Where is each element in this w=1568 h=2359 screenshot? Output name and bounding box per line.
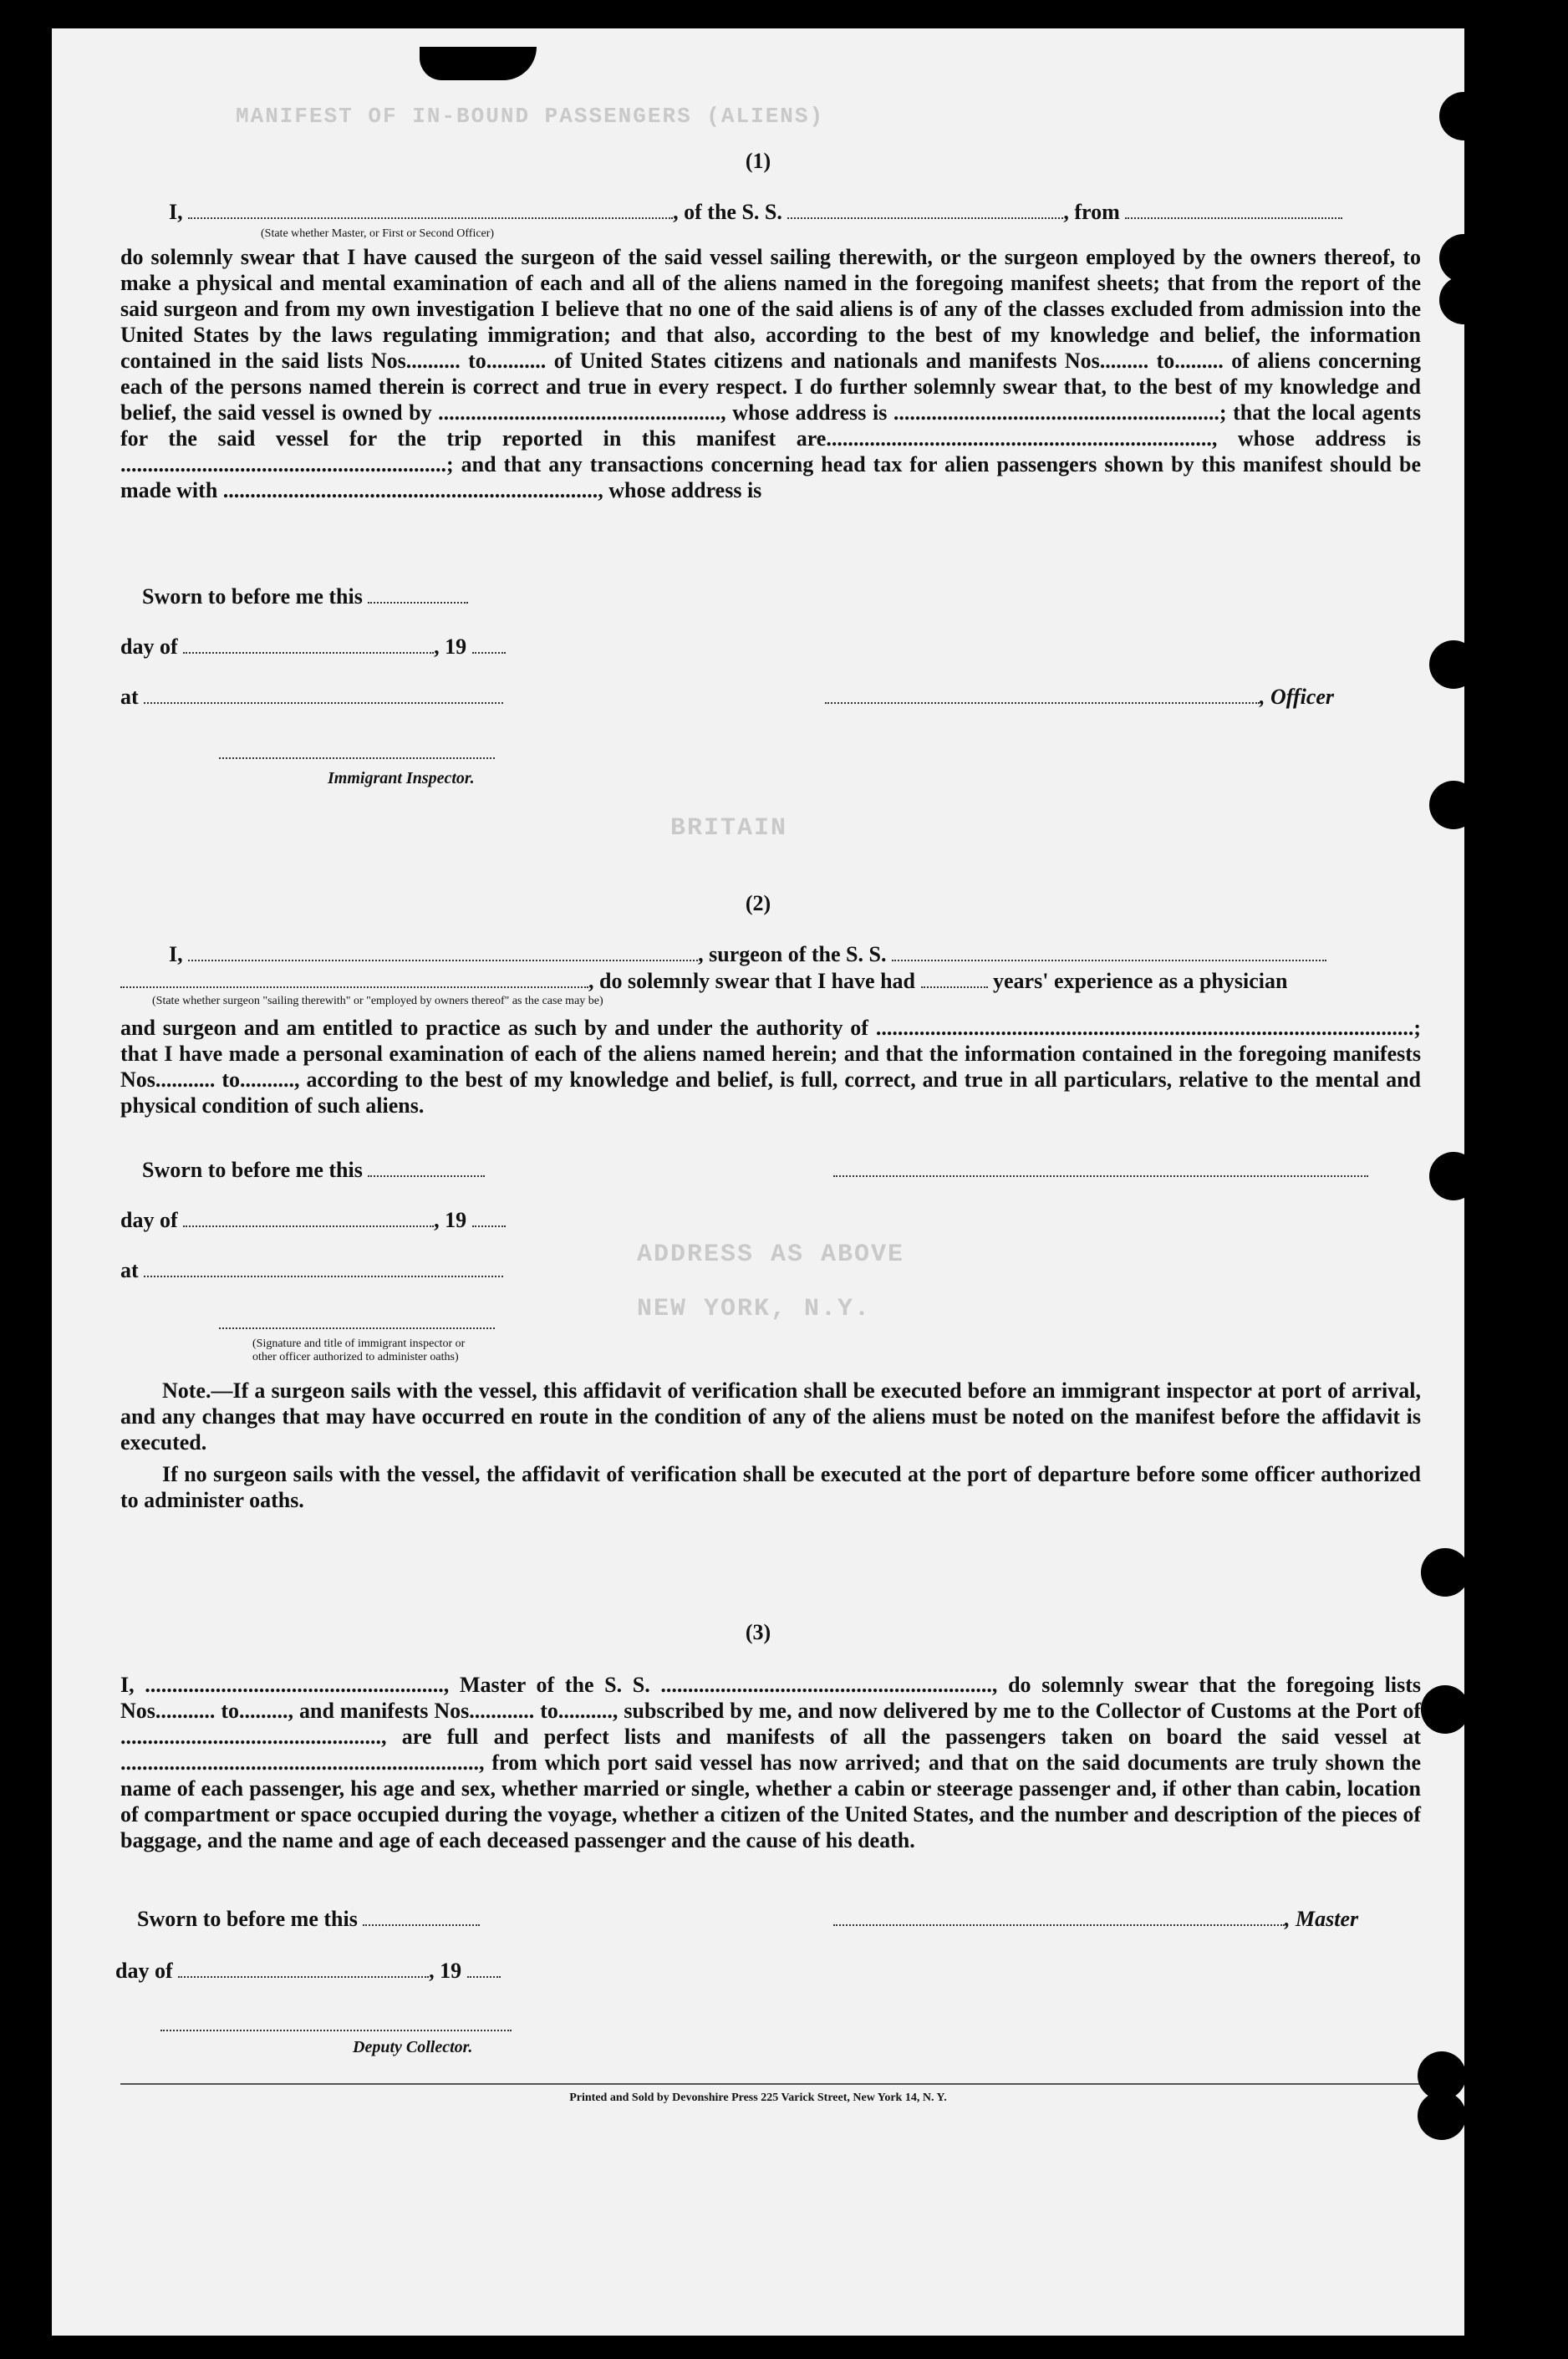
bleed-through-text: MANIFEST OF IN-BOUND PASSENGERS (ALIENS) [236,104,825,129]
day-of-field[interactable] [178,1958,429,1978]
inspector-signature-line [219,739,495,765]
sworn-date-field[interactable] [363,1906,480,1926]
section-3-heading: (3) [745,1620,771,1644]
at-place-field[interactable] [144,1257,503,1277]
oath-3-body: I, ......................................................., Master of the S. S. ............................................................., do solemnly swear that the foregoing lists Nos........... to........., and manifests Nos............ to.........., subscribed by me, and now delivered by me to the Collector of Customs at the Port of ................................................, are full and perfect lists and manifests of all the passengers taken on board the said vessel at .................................................................., from which port said vessel has now arrived; and that on the said documents are truly shown the name of each passenger, his age and sex, whether married or single, whether a cabin or steerage passenger and, if other than cabin, location of compartment or space occupied during the voyage, whether a citizen of the United States, and the number and description of the pieces of baggage, and the name and age of each deceased passenger and the cause of his death. [120,1673,1421,1852]
vessel-name-field[interactable] [787,199,1063,219]
binder-hole [1439,276,1488,324]
surgeon-name-field[interactable] [188,941,698,961]
oath-1-day-line: day of , 19 [120,634,506,660]
surgeon-type-caption: (State whether surgeon "sailing therewith" or "employed by owners thereof" as the case may be) [152,995,603,1007]
inspector-signature-line [219,1309,495,1335]
binder-hole [1421,1685,1469,1734]
officer-signature-line: , Officer [825,684,1334,710]
year-field[interactable] [472,1207,506,1227]
oath-2-line-1: I, , surgeon of the S. S. [169,941,1326,967]
torn-corner [420,47,537,80]
printer-imprint: Printed and Sold by Devonshire Press 225 Varick Street, New York 14, N. Y. [569,2092,947,2104]
binder-hole [1439,92,1488,140]
oath-2-line-2: , do solemnly swear that I have had years' experience as a physician [120,968,1287,994]
officer-name-field[interactable] [188,199,673,219]
note-paragraph-2: If no surgeon sails with the vessel, the affidavit of verification shall be executed at the port of departure before some officer authorized to administer oaths. [120,1462,1421,1512]
inspector-signature-field[interactable] [219,1309,495,1329]
officer-signature-field[interactable] [825,684,1260,704]
officer-rank-caption: (State whether Master, or First or Second Officer) [261,227,495,240]
collector-caption: Deputy Collector. [353,2038,473,2056]
year-field[interactable] [467,1958,501,1978]
master-signature-field[interactable] [833,1906,1285,1926]
surgeon-type-field[interactable] [120,968,588,988]
year-field[interactable] [472,634,506,654]
inspector-caption: Immigrant Inspector. [328,769,475,787]
sworn-date-field[interactable] [368,1157,485,1177]
signature-caption-2: other officer authorized to administer oaths) [252,1351,459,1363]
bleed-through-text: ADDRESS AS ABOVE [637,1241,905,1269]
bleed-through-text: NEW YORK, N.Y. [637,1295,872,1323]
inspector-signature-field[interactable] [219,739,495,759]
surgeon-vessel-field[interactable] [892,941,1326,961]
oath-1-line-1: I, , of the S. S. , from [169,199,1342,225]
surgeon-signature-field[interactable] [833,1157,1368,1177]
oath-1-at-line: at [120,684,503,710]
day-of-field[interactable] [183,634,434,654]
binder-hole [1429,640,1478,689]
oath-2-at-line: at [120,1257,503,1283]
binder-hole [1429,1152,1478,1200]
day-of-field[interactable] [183,1207,434,1227]
section-2-heading: (2) [745,891,771,915]
binder-hole [1421,1548,1469,1597]
binder-hole [1418,2092,1466,2140]
footer-rule [120,2083,1421,2085]
bleed-through-text: BRITAIN [670,814,788,843]
years-experience-field[interactable] [921,968,988,988]
section-1-heading: (1) [745,149,771,173]
sworn-date-field[interactable] [368,583,468,604]
oath-2-day-line: day of , 19 [120,1207,506,1233]
oath-1-sworn-line: Sworn to before me this [142,583,468,609]
collector-signature-field[interactable] [160,2011,512,2031]
document-page [52,28,1464,2336]
oath-1-body: do solemnly swear that I have caused the surgeon of the said vessel sailing therewith, or the surgeon employed by the owners thereof, to make a physical and mental examination of each and all of the aliens named in the foregoing manifest sheets; that from the report of the said surgeon and from my own investigation I believe that no one of the said aliens is of any of the classes excluded from admission into the United States by the laws regulating immigration; and that also, according to the best of my knowledge and belief, the information contained in the said lists Nos.......... to........... of United States citizens and nationals and manifests Nos......... to......... of aliens concerning each of the persons named therein is correct and true in every respect. I do further solemnly swear that, to the best of my knowledge and belief, the said vessel is owned by ...................................................., whose address is ............................................................; that the local agents for the said vessel for the trip reported in this manifest are......................................................................., whose address is ............................................................; and that any transactions concerning head tax for alien passengers shown by this manifest should be made with ....................................................................., whose address is [120,245,1421,502]
oath-2-body: and surgeon and am entitled to practice as such by and under the authority of ...................................................................................................; that I have made a personal examination of each of the aliens named herein; and that the information contained in the foregoing manifests Nos........... to.........., according to the best of my knowledge and belief, is full, correct, and true in all particulars, relative to the mental and physical condition of such aliens. [120,1016,1421,1118]
oath-3-day-line: day of , 19 [115,1958,501,1984]
master-signature-line: , Master [833,1906,1358,1932]
at-place-field[interactable] [144,684,503,704]
oath-2-sworn-line: Sworn to before me this [142,1157,485,1183]
signature-caption-1: (Signature and title of immigrant inspector or [252,1337,466,1350]
departure-port-field[interactable] [1125,199,1342,219]
binder-hole [1429,781,1478,829]
note-paragraph-1: Note.—If a surgeon sails with the vessel, this affidavit of verification shall be executed before an immigrant inspector at port of arrival, and any changes that may have occurred en route in the condition of any of the aliens must be noted on the manifest before the affidavit is executed. [120,1378,1421,1455]
oath-3-sworn-line: Sworn to before me this [137,1906,480,1932]
collector-signature-line [160,2011,512,2037]
surgeon-signature-line [833,1157,1368,1183]
